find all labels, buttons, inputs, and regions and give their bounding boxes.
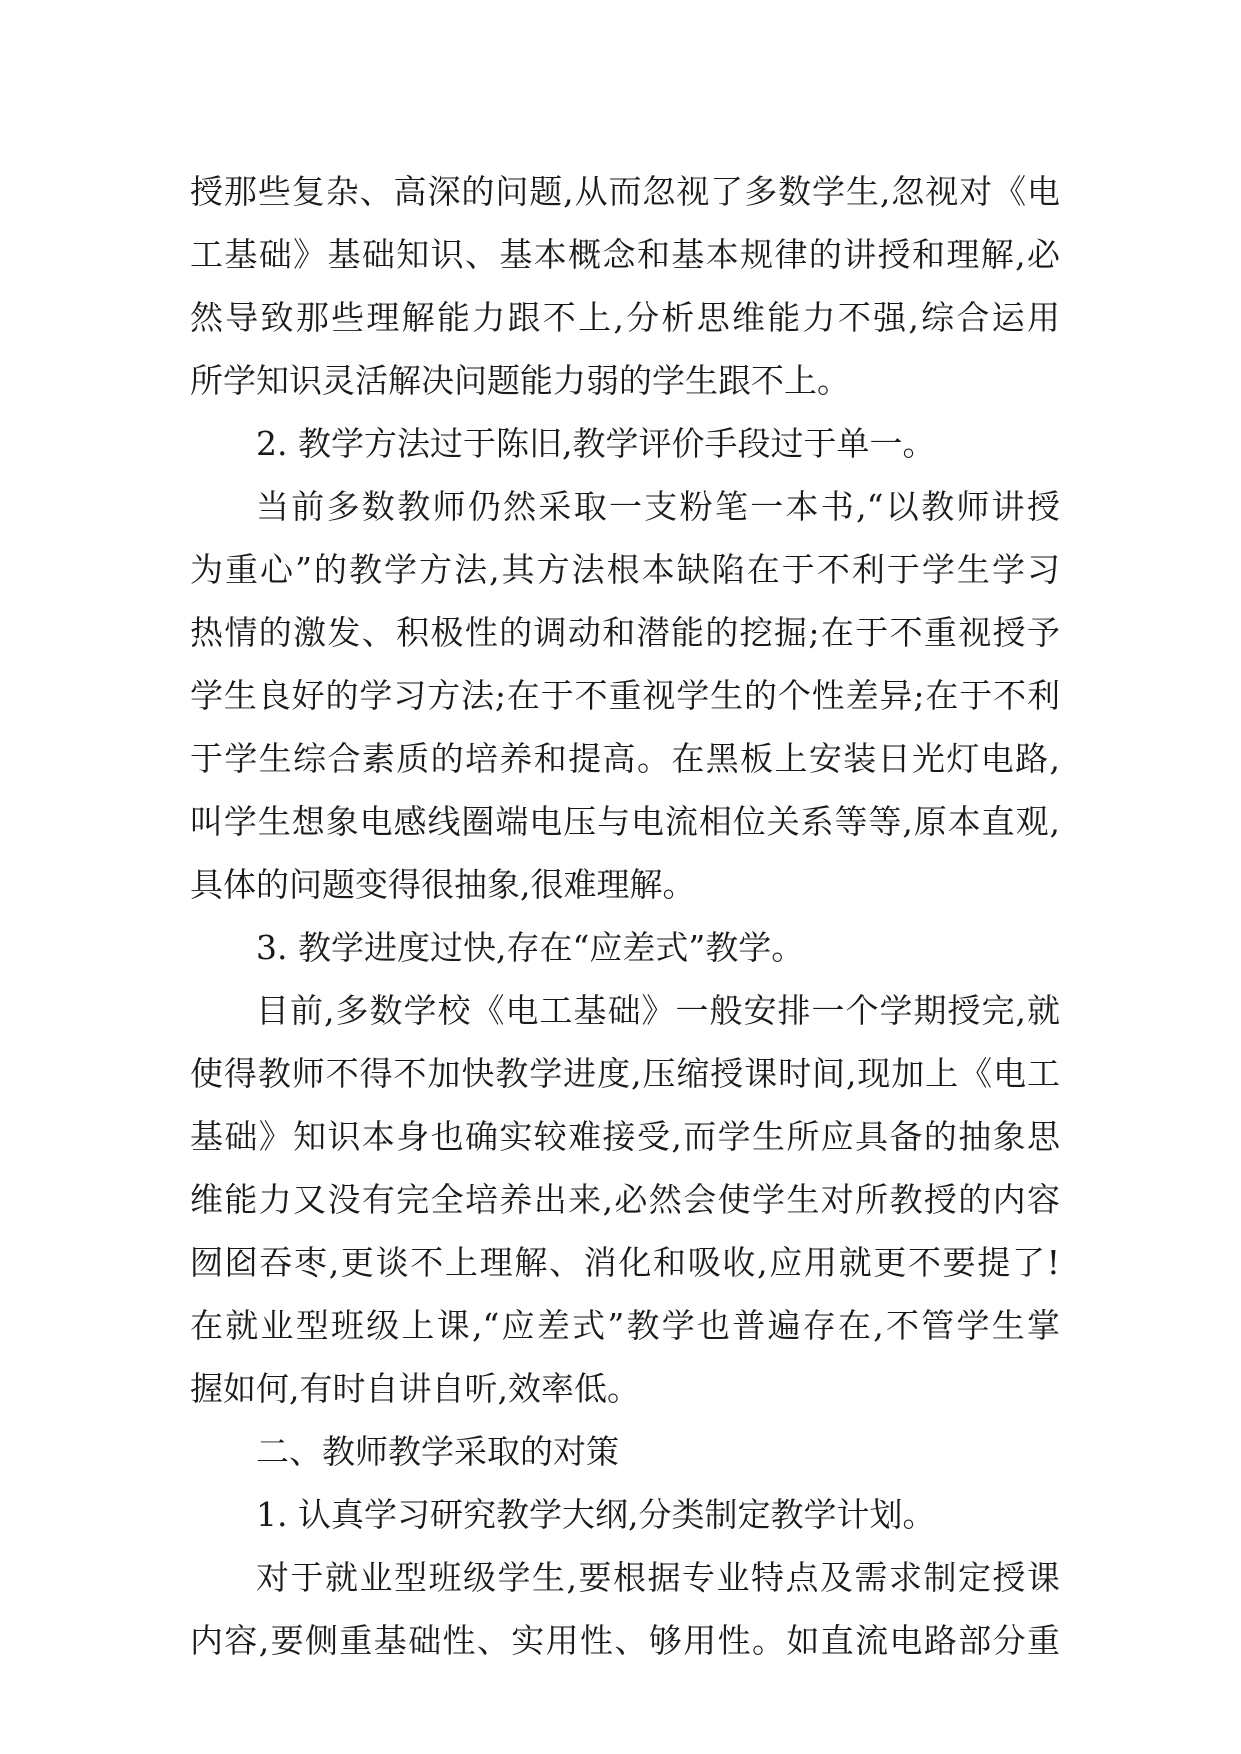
text-line: 所学知识灵活解决问题能力弱的学生跟不上。: [190, 361, 850, 400]
text-line: 热情的激发、积极性的调动和潜能的挖掘;在于不重视授予: [190, 613, 1060, 652]
section-heading: 1. 认真学习研究教学大纲,分类制定教学计划。: [256, 1495, 936, 1534]
text-line: 于学生综合素质的培养和提高。在黑板上安装日光灯电路,: [190, 739, 1060, 778]
section-heading: 二、教师教学采取的对策: [256, 1432, 619, 1471]
text-line: 授那些复杂、高深的问题,从而忽视了多数学生,忽视对《电: [190, 172, 1060, 211]
text-line: 内容,要侧重基础性、实用性、够用性。如直流电路部分重: [190, 1621, 1060, 1660]
text-line: 然导致那些理解能力跟不上,分析思维能力不强,综合运用: [190, 298, 1060, 337]
section-heading: 3. 教学进度过快,存在“应差式”教学。: [256, 928, 805, 967]
text-line: 对于就业型班级学生,要根据专业特点及需求制定授课: [256, 1558, 1060, 1597]
text-line: 维能力又没有完全培养出来,必然会使学生对所教授的内容: [190, 1180, 1060, 1219]
text-line: 囫囵吞枣,更谈不上理解、消化和吸收,应用就更不要提了!: [190, 1243, 1060, 1282]
text-line: 当前多数教师仍然采取一支粉笔一本书,“以教师讲授: [256, 487, 1060, 526]
text-line: 握如何,有时自讲自听,效率低。: [190, 1369, 640, 1408]
text-line: 叫学生想象电感线圈端电压与电流相位关系等等,原本直观,: [190, 802, 1060, 841]
text-line: 基础》知识本身也确实较难接受,而学生所应具备的抽象思: [190, 1117, 1060, 1156]
section-heading: 2. 教学方法过于陈旧,教学评价手段过于单一。: [256, 424, 936, 463]
text-line: 为重心”的教学方法,其方法根本缺陷在于不利于学生学习: [190, 550, 1060, 589]
text-line: 具体的问题变得很抽象,很难理解。: [190, 865, 696, 904]
text-line: 工基础》基础知识、基本概念和基本规律的讲授和理解,必: [190, 235, 1060, 274]
text-line: 学生良好的学习方法;在于不重视学生的个性差异;在于不利: [190, 676, 1060, 715]
text-line: 目前,多数学校《电工基础》一般安排一个学期授完,就: [256, 991, 1060, 1030]
text-line: 在就业型班级上课,“应差式”教学也普遍存在,不管学生掌: [190, 1306, 1060, 1345]
text-line: 使得教师不得不加快教学进度,压缩授课时间,现加上《电工: [190, 1054, 1060, 1093]
body-text: [190, 160, 1060, 1672]
